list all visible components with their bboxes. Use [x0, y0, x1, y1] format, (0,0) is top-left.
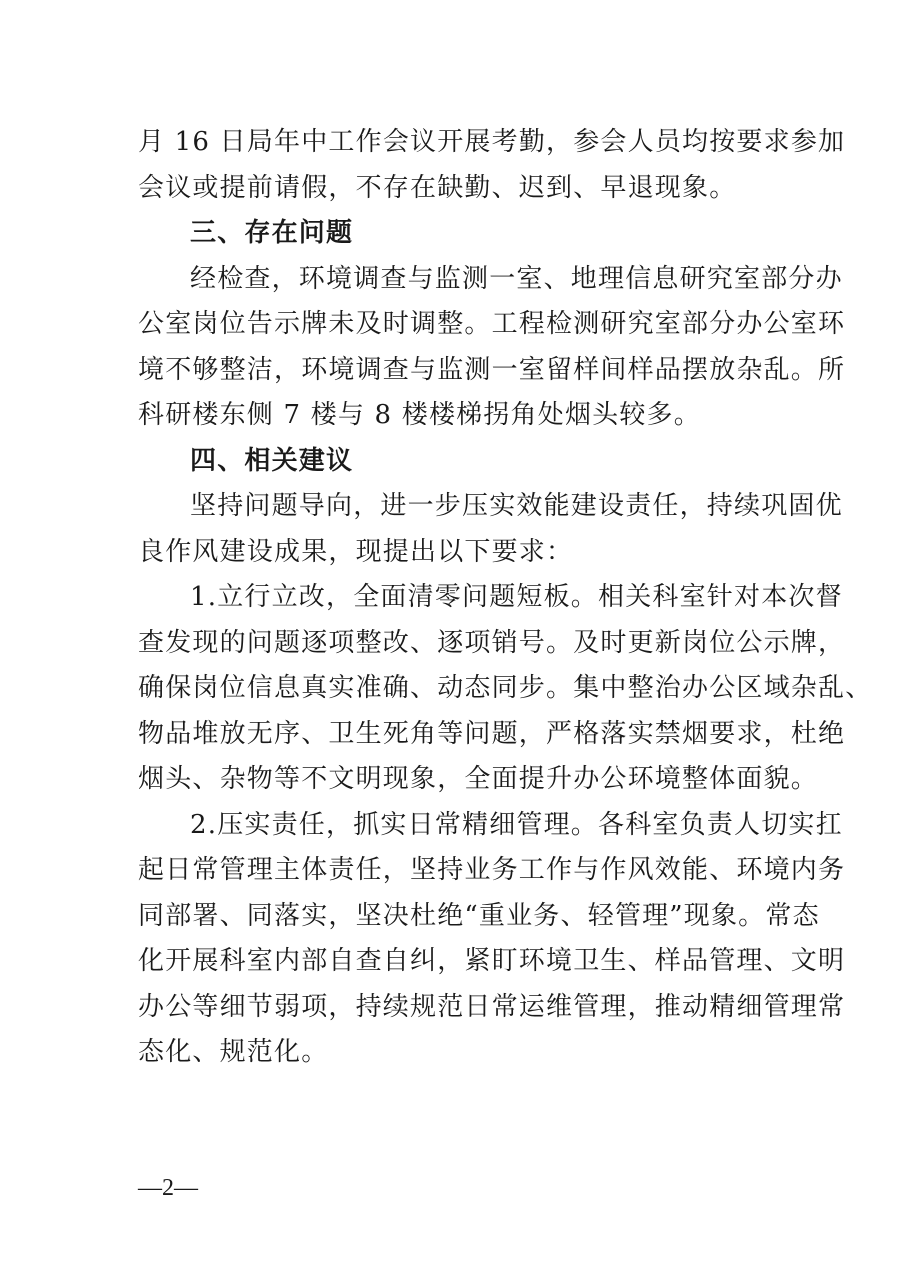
page-number: —2— [138, 1175, 198, 1201]
text-line: 同部署、同落实，坚决杜绝“重业务、轻管理”现象。常态 [138, 900, 820, 931]
text-line: 1.立行立改，全面清零问题短板。相关科室针对本次督 [190, 582, 843, 612]
text-line: 态化、规范化。 [138, 1037, 329, 1067]
text-line: 公室岗位告示牌未及时调整。工程检测研究室部分办公室环 [138, 309, 846, 339]
paragraph-suggestions-intro [138, 484, 843, 575]
text-line: 查发现的问题逐项整改、逐项销号。及时更新岗位公示牌， [138, 627, 846, 658]
text-line: 化开展科室内部自查自纠，紧盯环境卫生、样品管理、文明 [138, 946, 846, 976]
text-line: 良作风建设成果，现提出以下要求： [138, 536, 574, 567]
text-line: 经检查，环境调查与监测一室、地理信息研究室部分办 [190, 263, 843, 294]
paragraph-suggestion-2 [138, 803, 846, 1076]
section-heading-suggestions: 四、相关建议 [190, 445, 354, 476]
section-heading-problems: 三、存在问题 [190, 218, 354, 248]
text-line: 科研楼东侧 7 楼与 8 楼楼梯拐角处烟头较多。 [138, 400, 701, 430]
text-line: 月 16 日局年中工作会议开展考勤，参会人员均按要求参加 [138, 127, 846, 157]
paragraph-suggestion-1 [138, 575, 873, 803]
text-line: 确保岗位信息真实准确、动态同步。集中整治办公区域杂乱、 [138, 673, 873, 703]
paragraph-problems [138, 257, 846, 439]
text-line: 办公等细节弱项，持续规范日常运维管理，推动精细管理常 [138, 991, 846, 1022]
text-line: 2.压实责任，抓实日常精细管理。各科室负责人切实扛 [190, 809, 843, 840]
text-line: 物品堆放无序、卫生死角等问题，严格落实禁烟要求，杜绝 [138, 718, 846, 749]
text-line: 起日常管理主体责任，坚持业务工作与作风效能、环境内务 [138, 855, 846, 885]
text-line: 境不够整洁，环境调查与监测一室留样间样品摆放杂乱。所 [138, 354, 846, 385]
text-line: 会议或提前请假，不存在缺勤、迟到、早退现象。 [138, 172, 737, 203]
text-line: 坚持问题导向，进一步压实效能建设责任，持续巩固优 [190, 491, 843, 521]
paragraph-continuation [138, 120, 846, 211]
document-body [138, 120, 873, 1076]
text-line: 烟头、杂物等不文明现象，全面提升办公环境整体面貌。 [138, 764, 819, 794]
